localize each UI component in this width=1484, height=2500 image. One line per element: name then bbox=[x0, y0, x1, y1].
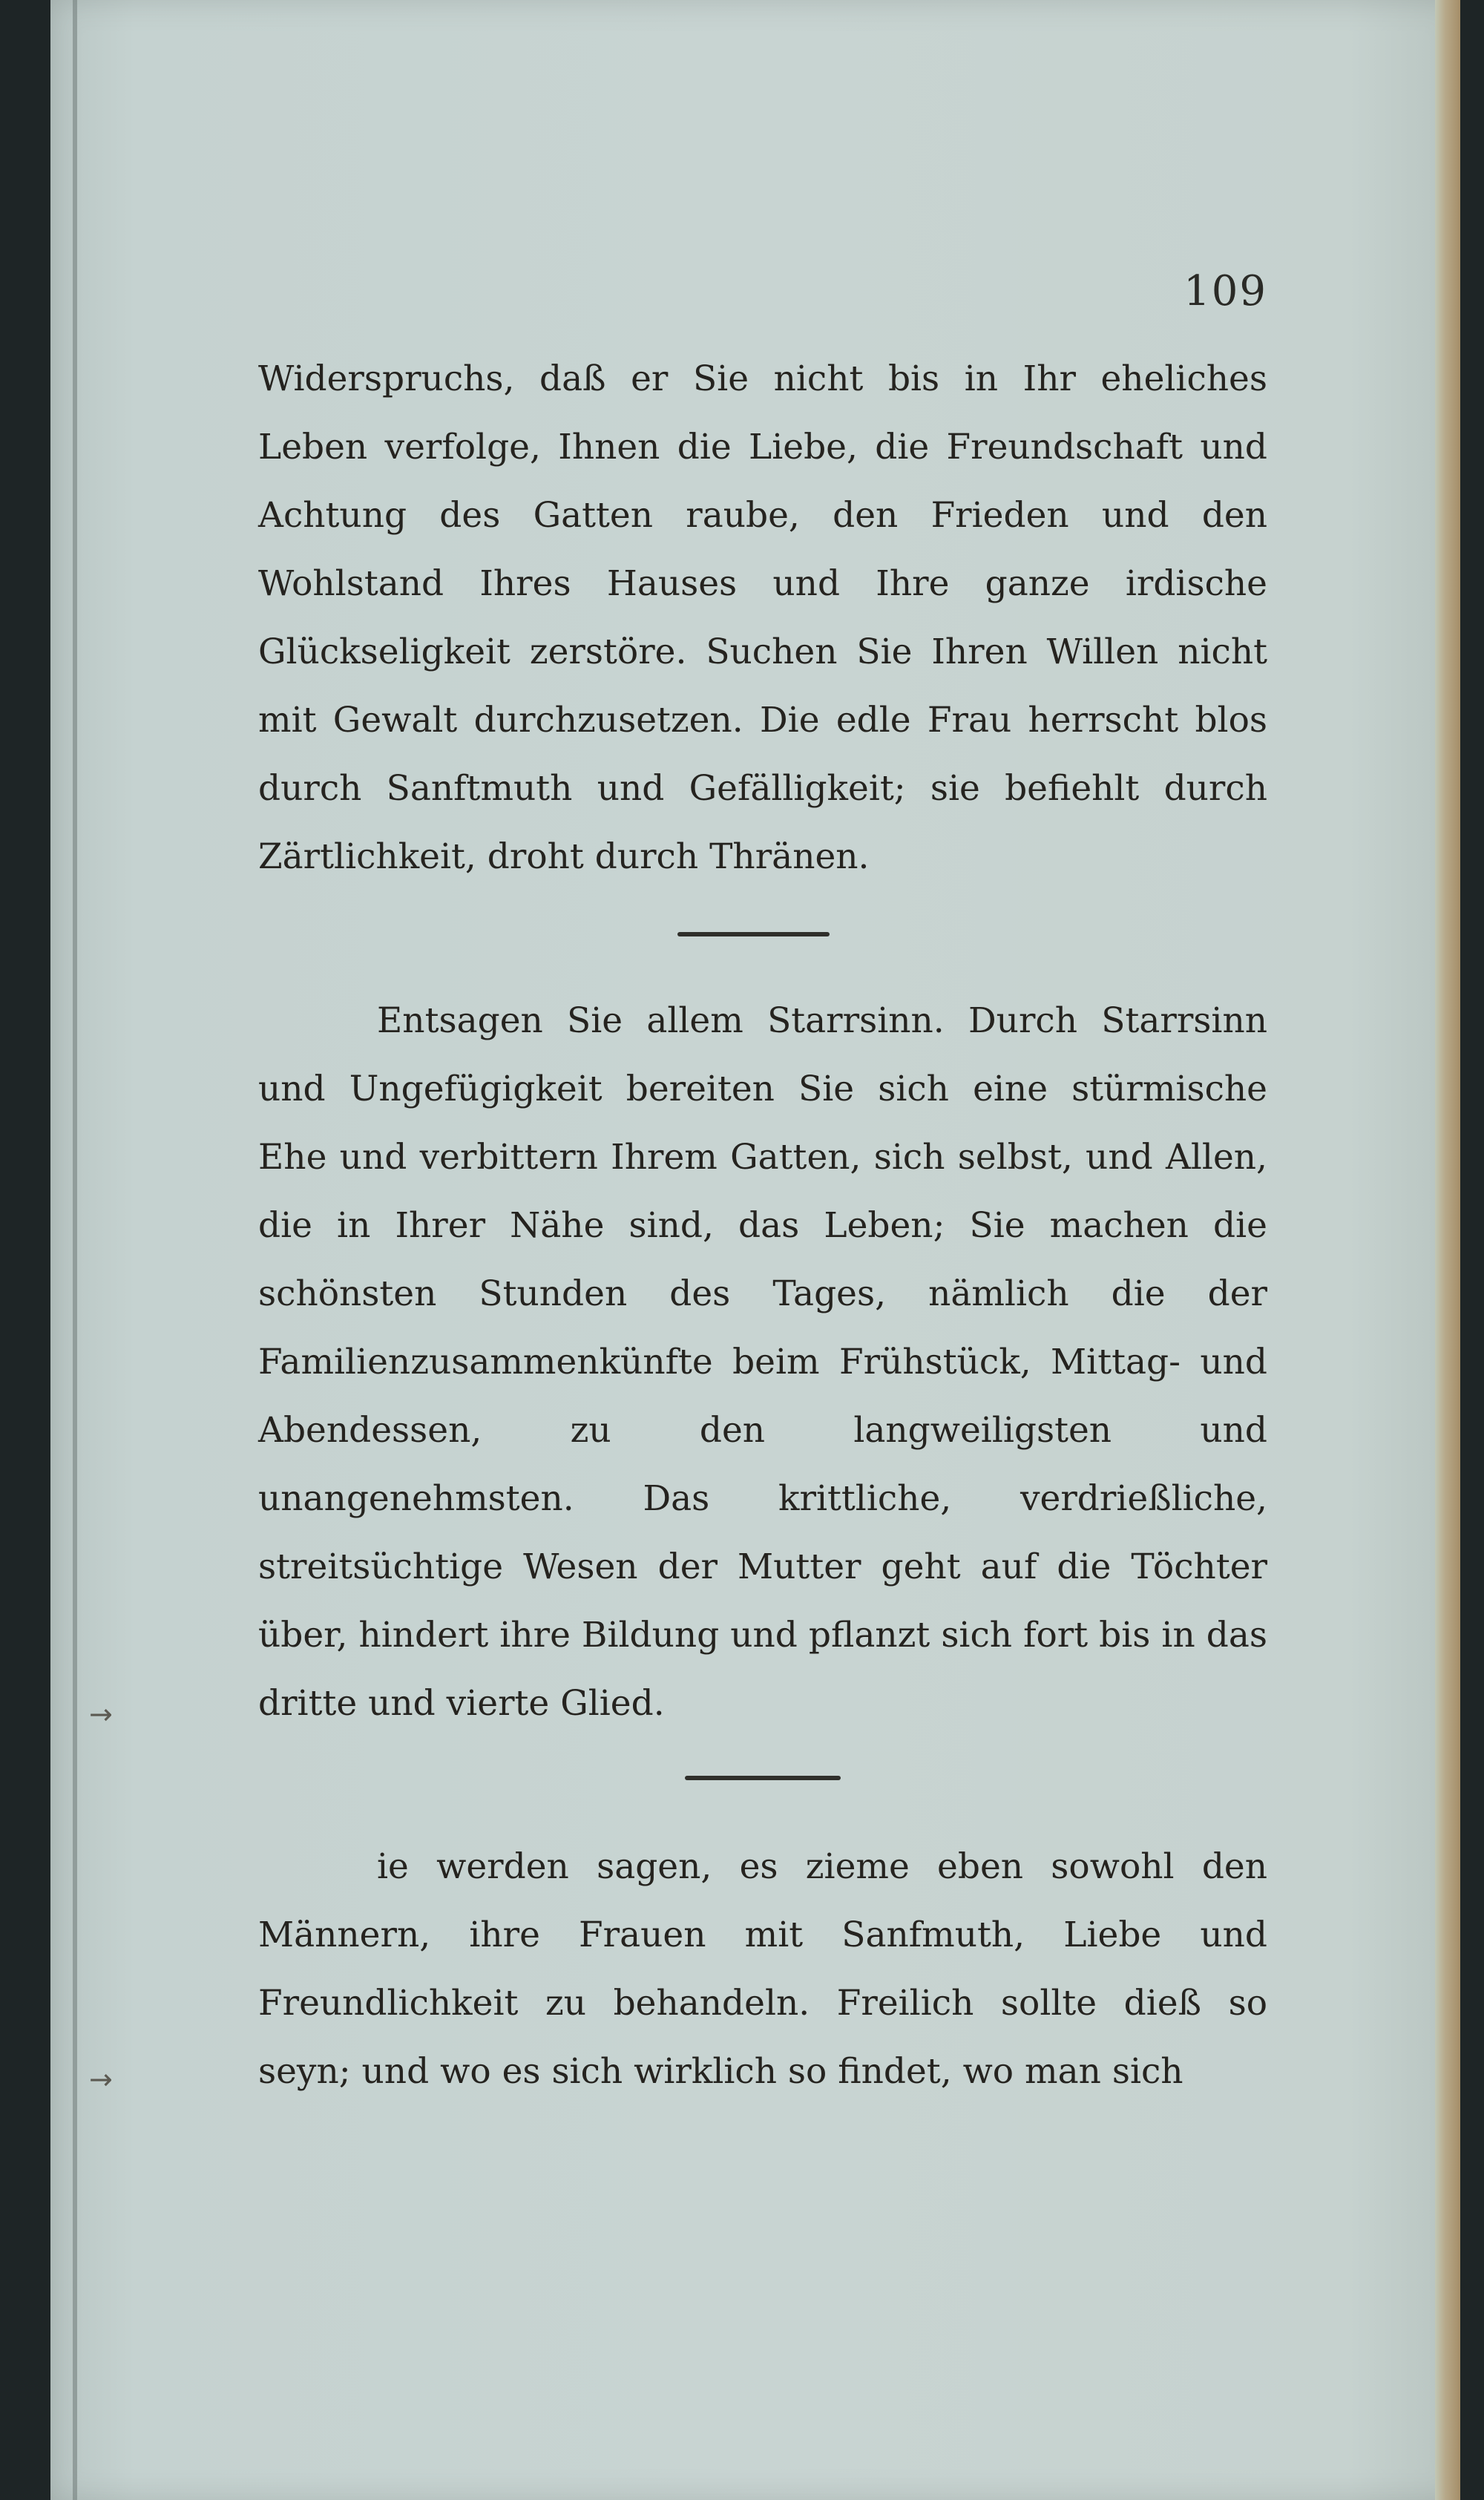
margin-mark-icon: → bbox=[89, 2063, 113, 2096]
book-page bbox=[50, 0, 1460, 2500]
page-number: 109 bbox=[1183, 267, 1267, 315]
paragraph-1: Widerspruchs, daß er Sie nicht bis in Ihr eheliches Leben verfolge, Ihnen die Liebe, die Freundschaft und Achtung des Gatten raube, den Frieden und den Wohlstand Ihres Hauses und Ihre ganze irdische Glückseligkeit zerstöre. Suchen Sie Ihren Willen nicht mit Gewalt durchzusetzen. Die edle Frau herrscht blos durch Sanftmuth und Gefälligkeit; sie befiehlt durch Zärtlichkeit, droht durch Thränen. bbox=[258, 358, 1267, 877]
section-divider-2 bbox=[685, 1776, 841, 1780]
page-edge bbox=[1435, 0, 1460, 2500]
paragraph-3: ie werden sagen, es zieme eben sowohl den Männern, ihre Frauen mit Sanfmuth, Liebe und Freundlichkeit zu behandeln. Freilich sollte dieß so seyn; und wo es sich wirklich so findet, wo man sich bbox=[258, 1846, 1267, 2092]
binding-gutter bbox=[73, 0, 77, 2500]
margin-mark-icon: → bbox=[89, 1698, 113, 1730]
paragraph-2: Entsagen Sie allem Starrsinn. Durch Starrsinn und Ungefügigkeit bereiten Sie sich eine stürmische Ehe und verbittern Ihrem Gatten, sich selbst, und Allen, die in Ihrer Nähe sind, das Leben; Sie machen die schönsten Stunden des Tages, nämlich die der Familienzusammenkünfte beim Frühstück, Mittag- und Abendessen, zu den langweiligsten und unangenehmsten. Das krittliche, verdrießliche, streitsüchtige Wesen der Mutter geht auf die Töchter über, hindert ihre Bildung und pflanzt sich fort bis in das dritte und vierte Glied. bbox=[258, 1000, 1267, 1724]
section-divider-1 bbox=[677, 932, 830, 936]
